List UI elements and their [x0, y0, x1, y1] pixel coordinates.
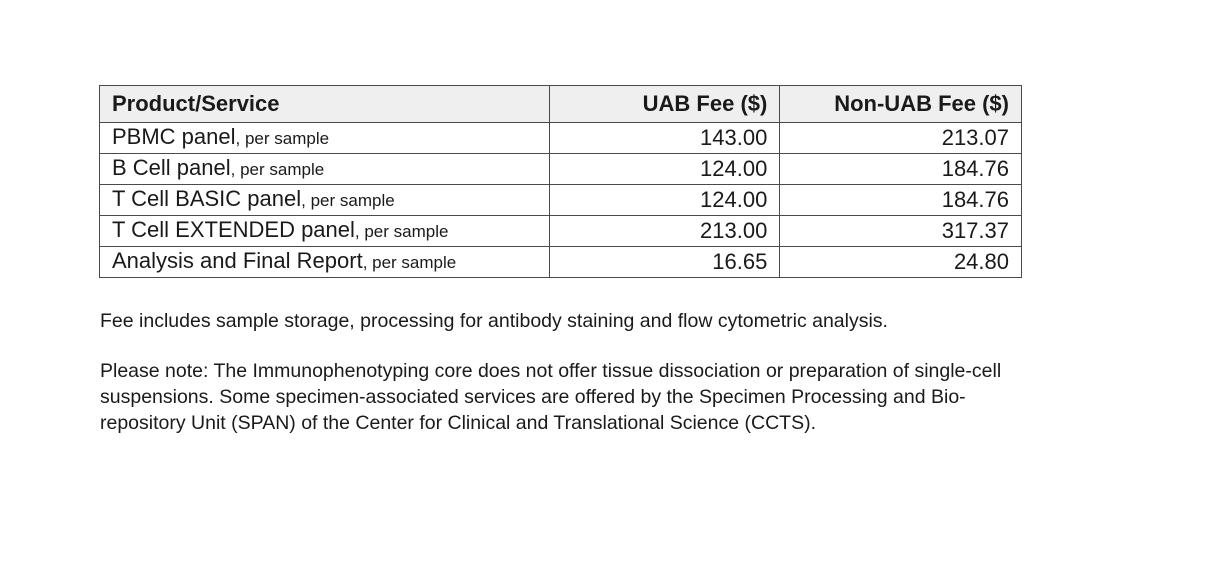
non-uab-fee-cell: 213.07: [780, 123, 1022, 154]
table-row: [100, 154, 1022, 185]
product-unit: , per sample: [235, 129, 330, 148]
product-name: PBMC panel: [112, 124, 236, 149]
product-name: T Cell EXTENDED panel: [112, 217, 355, 242]
uab-fee-cell: 16.65: [549, 247, 780, 278]
header-product-service: Product/Service: [100, 86, 550, 123]
product-name: Analysis and Final Report: [112, 248, 363, 273]
table-header-row: [100, 86, 1022, 123]
fee-table: [99, 85, 1022, 278]
non-uab-fee-cell: 184.76: [780, 154, 1022, 185]
product-name: B Cell panel: [112, 155, 231, 180]
table-row: [100, 123, 1022, 154]
table-row: [100, 185, 1022, 216]
product-cell: [100, 216, 550, 247]
product-cell: [100, 185, 550, 216]
notes-section: [100, 308, 1040, 460]
uab-fee-cell: 124.00: [549, 185, 780, 216]
non-uab-fee-cell: 184.76: [780, 185, 1022, 216]
product-cell: [100, 123, 550, 154]
product-unit: , per sample: [301, 191, 395, 210]
header-non-uab-fee: Non-UAB Fee ($): [780, 86, 1022, 123]
please-note-paragraph: Please note: The Immunophenotyping core does not offer tissue dissociation or preparation of single-cell suspensions. Some specimen-associated services are offered by the Specimen Processing and Bio-repository Unit (SPAN) of the Center for Clinical and Translational Science (CCTS).: [100, 360, 1002, 434]
fee-includes-note: Fee includes sample storage, processing for antibody staining and flow cytometric analysis.: [100, 310, 888, 332]
uab-fee-cell: 124.00: [549, 154, 780, 185]
non-uab-fee-cell: 24.80: [780, 247, 1022, 278]
table-row: [100, 247, 1022, 278]
header-uab-fee: UAB Fee ($): [549, 86, 780, 123]
product-unit: , per sample: [354, 222, 449, 241]
product-name: T Cell BASIC panel: [112, 186, 302, 211]
uab-fee-cell: 213.00: [549, 216, 780, 247]
product-cell: [100, 154, 550, 185]
product-unit: , per sample: [230, 160, 325, 179]
uab-fee-cell: 143.00: [549, 123, 780, 154]
product-unit: , per sample: [362, 253, 457, 272]
table-row: [100, 216, 1022, 247]
product-cell: [100, 247, 550, 278]
non-uab-fee-cell: 317.37: [780, 216, 1022, 247]
